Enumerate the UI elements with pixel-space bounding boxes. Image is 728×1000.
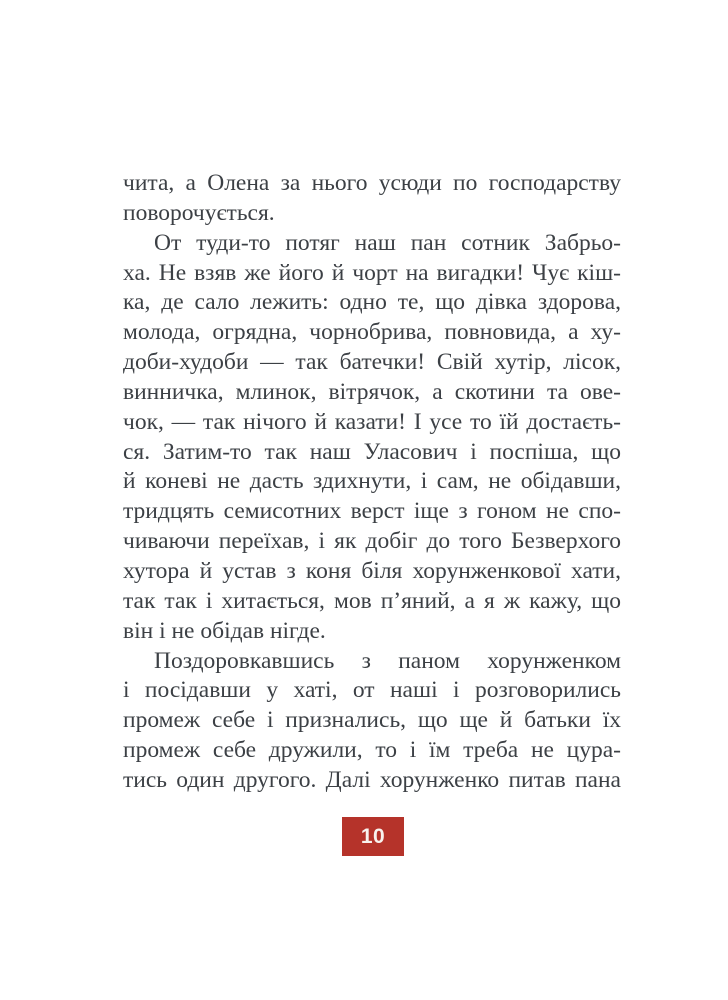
text-line: промеж себе і признались, що ще й батьки їх	[123, 707, 621, 734]
page-number-badge	[342, 817, 404, 856]
text-line: так так і хитається, мов п’яний, а я ж кажу, що	[123, 587, 621, 614]
text-line: й коневі не дасть здихнути, і сам, не обідавши,	[123, 468, 621, 495]
text-line: Поздоровкавшись з паном хорунженком	[154, 647, 621, 674]
text-line: і посідавши у хаті, от наші і розговорились	[123, 677, 621, 704]
text-line: доби-худоби — так батечки! Свій хутір, лісок,	[123, 349, 621, 376]
text-line: поворочується.	[123, 199, 275, 226]
text-line: він і не обідав нігде.	[123, 617, 326, 644]
text-line: ка, де сало лежить: одно те, що дівка здорова,	[123, 289, 621, 316]
text-line: винничка, млинок, вітрячок, а скотини та ове-	[123, 378, 621, 405]
text-line: чиваючи переїхав, і як добіг до того Безверхого	[123, 528, 621, 555]
text-line: промеж себе дружили, то і їм треба не цура-	[123, 737, 621, 764]
text-line: От туди-то потяг наш пан сотник Забрьо-	[154, 229, 621, 256]
text-line: хутора й устав з коня біля хорунженкової хати,	[123, 557, 621, 584]
text-line: молода, огрядна, чорнобрива, повновида, а ху-	[123, 319, 621, 346]
text-line: чита, а Олена за нього усюди по господарству	[123, 170, 621, 196]
page-number: 10	[360, 824, 386, 848]
text-block	[123, 169, 621, 796]
text-line: чок, — так нічого й казати! І усе то їй достаєть-	[123, 408, 621, 435]
text-line: ся. Затим-то так наш Уласович і поспіша, що	[123, 438, 621, 465]
text-line: тись один другого. Далі хорунженко питав пана	[123, 766, 621, 793]
text-line: ха. Не взяв же його й чорт на вигадки! Чує кіш-	[123, 259, 621, 286]
text-line: тридцять семисотних верст іще з гоном не спо-	[123, 498, 621, 525]
